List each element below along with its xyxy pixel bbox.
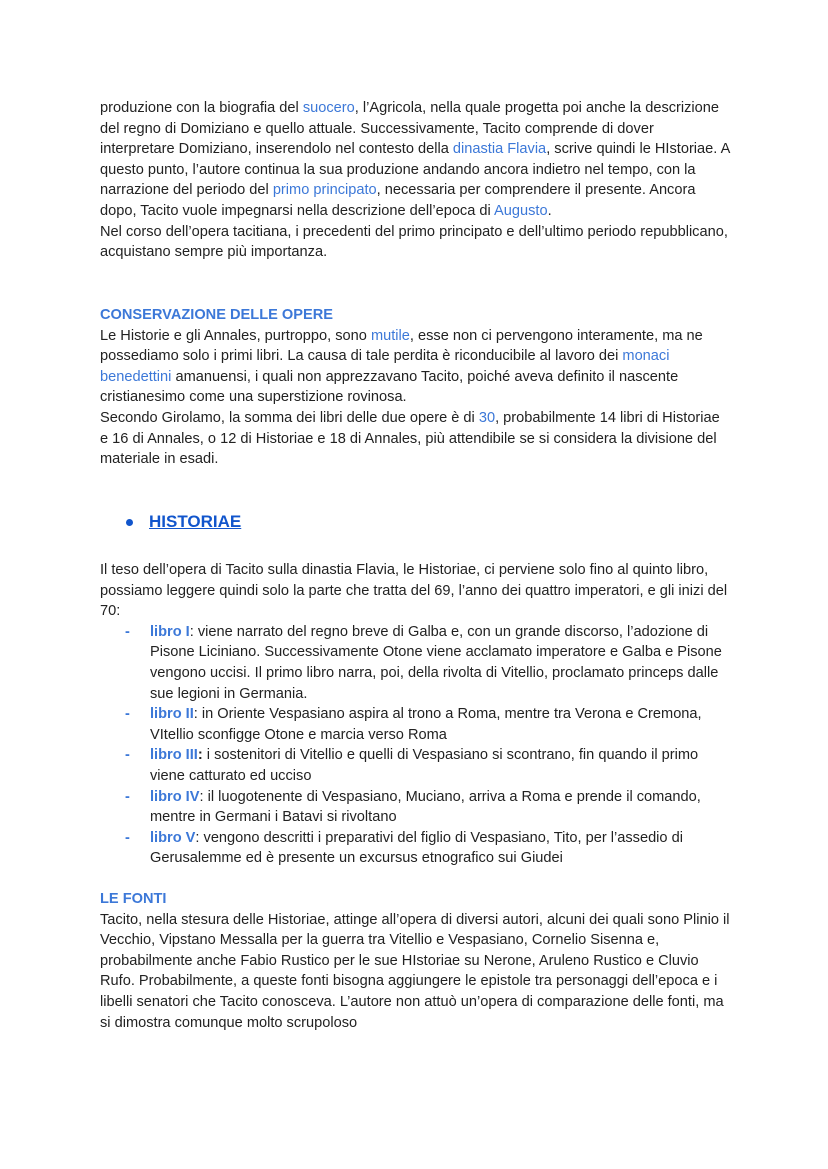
text-segment: , probabilmente 14 libri di Historiae e 16 di Annales, o 12 di Historiae e 18 di Annales, più attendibile se si considera la divisione del materiale in esadi. [100,409,720,468]
highlighted-term: mutile [370,327,410,344]
book-item [100,787,730,828]
text-segment: , scrive quindi le HIstoriae. A questo punto, l’autore continua la sua produzione andando ancora indietro nel tempo, con la narrazione del periodo del [100,141,730,199]
book-item [100,745,730,786]
conservazione-paragraph-2 [100,408,730,470]
book-separator: : [197,747,203,764]
book-separator: : [199,788,204,805]
dash-bullet-icon: - [125,829,130,846]
fonti-section [100,889,730,1033]
text-segment: Secondo Girolamo, la somma dei libri delle due opere è di [100,409,479,426]
intro-paragraph-1 [100,98,730,222]
book-label: libro V [150,829,196,846]
text-segment: produzione con la biografia del [100,100,303,116]
highlighted-term: monaci benedettini [100,348,670,385]
highlighted-term: dinastia Flavia [452,141,547,158]
highlighted-term: primo principato [272,182,377,199]
dash-bullet-icon: - [125,706,130,723]
book-separator: : [193,706,198,723]
dash-bullet-icon: - [125,788,130,805]
text-segment: , esse non ci pervengono interamente, ma ne possediamo solo i primi libri. La causa di tale perdita è riconducibile al lavoro dei [100,327,703,365]
book-separator: : [195,829,200,846]
book-description: i sostenitori di Vitellio e quelli di Vespasiano si scontrano, fin quando il primo viene catturato ed ucciso [150,747,699,784]
historiae-intro: Il teso dell’opera di Tacito sulla dinastia Flavia, le Historiae, ci perviene solo fino al quinto libro, possiamo leggere quindi solo la parte che tratta del 69, l’anno dei quattro imperatori, e gli inizi del 70: [100,562,728,620]
highlighted-term: 30 [478,409,496,426]
highlighted-term: Augusto [494,202,548,219]
intro-paragraph-2: Nel corso dell’opera tacitiana, i precedenti del primo principato e dell’ultimo periodo repubblicano, acquistano sempre più importanza. [100,223,728,261]
dash-bullet-icon: - [125,747,130,764]
book-label: libro III [150,747,198,764]
book-label: libro I [150,623,190,640]
intro-section [100,98,730,263]
historiae-heading-text: HISTORIAE [149,512,242,531]
text-segment: Le Historie e gli Annales, purtroppo, sono [100,327,371,344]
book-description: in Oriente Vespasiano aspira al trono a Roma, mentre tra Verona e Cremona, VItellio sconfigge Otone e marcia verso Roma [150,706,702,743]
conservazione-section [100,305,730,470]
book-description: vengono descritti i preparativi del figlio di Vespasiano, Tito, per l’assedio di Gerusalemme ed è presente un excursus etnografico sui Giudei [150,829,683,867]
bullet-dot-icon [126,519,133,526]
book-description: viene narrato del regno breve di Galba e, con un grande discorso, l’adozione di Pisone Liciniano. Successivamente Otone viene acclamato imperatore e Galba e Pisone vengono uccisi. Il primo libro narra, poi, della rivolta di Vitellio, proclamato princeps dalle sue legioni in Germania. [150,623,722,702]
historiae-section [100,560,730,869]
text-segment: , necessaria per comprendere il presente. Ancora dopo, Tacito vuole impegnarsi nella descrizione dell’epoca di [100,182,696,219]
book-item [100,622,730,704]
text-segment: . [547,202,552,219]
historiae-heading [126,512,241,532]
book-item [100,828,730,869]
conservazione-paragraph-1 [100,326,730,408]
fonti-title: LE FONTI [100,891,167,907]
book-label: libro II [150,706,194,723]
text-segment: amanuensi, i quali non apprezzavano Tacito, poiché aveva definito il nascente cristianesimo come una superstizione rovinosa. [100,368,679,406]
books-list [100,622,730,869]
conservazione-title: CONSERVAZIONE DELLE OPERE [100,307,333,323]
text-segment: , l’Agricola, nella quale progetta poi anche la descrizione del regno di Domiziano e quello attuale. Successivamente, Tacito comprende di dover interpretare Domiziano, inserendolo nel contesto della [100,100,720,158]
book-item [100,704,730,745]
dash-bullet-icon: - [125,623,130,640]
highlighted-term: suocero [302,100,355,116]
fonti-paragraph: Tacito, nella stesura delle Historiae, attinge all’opera di diversi autori, alcuni dei quali sono Plinio il Vecchio, Vipstano Messalla per la guerra tra Vitellio e Vespasiano, Cornelio Sisenna e, probabilmente anche Fabio Rustico per le sue HIstoriae su Nerone, Aruleno Rustico e Cluvio Rufo. Probabilmente, a queste fonti bisogna aggiungere le epistole tra personaggi dell’epoca e i libelli senatori che Tacito conosceva. L’autore non attuò un’opera di comparazione delle fonti, ma si dimostra comunque molto scrupoloso [100,911,730,1031]
book-label: libro IV [150,788,200,805]
book-separator: : [189,623,194,640]
book-description: il luogotenente di Vespasiano, Muciano, arriva a Roma e prende il comando, mentre in Germani i Batavi si rivoltano [150,788,701,826]
